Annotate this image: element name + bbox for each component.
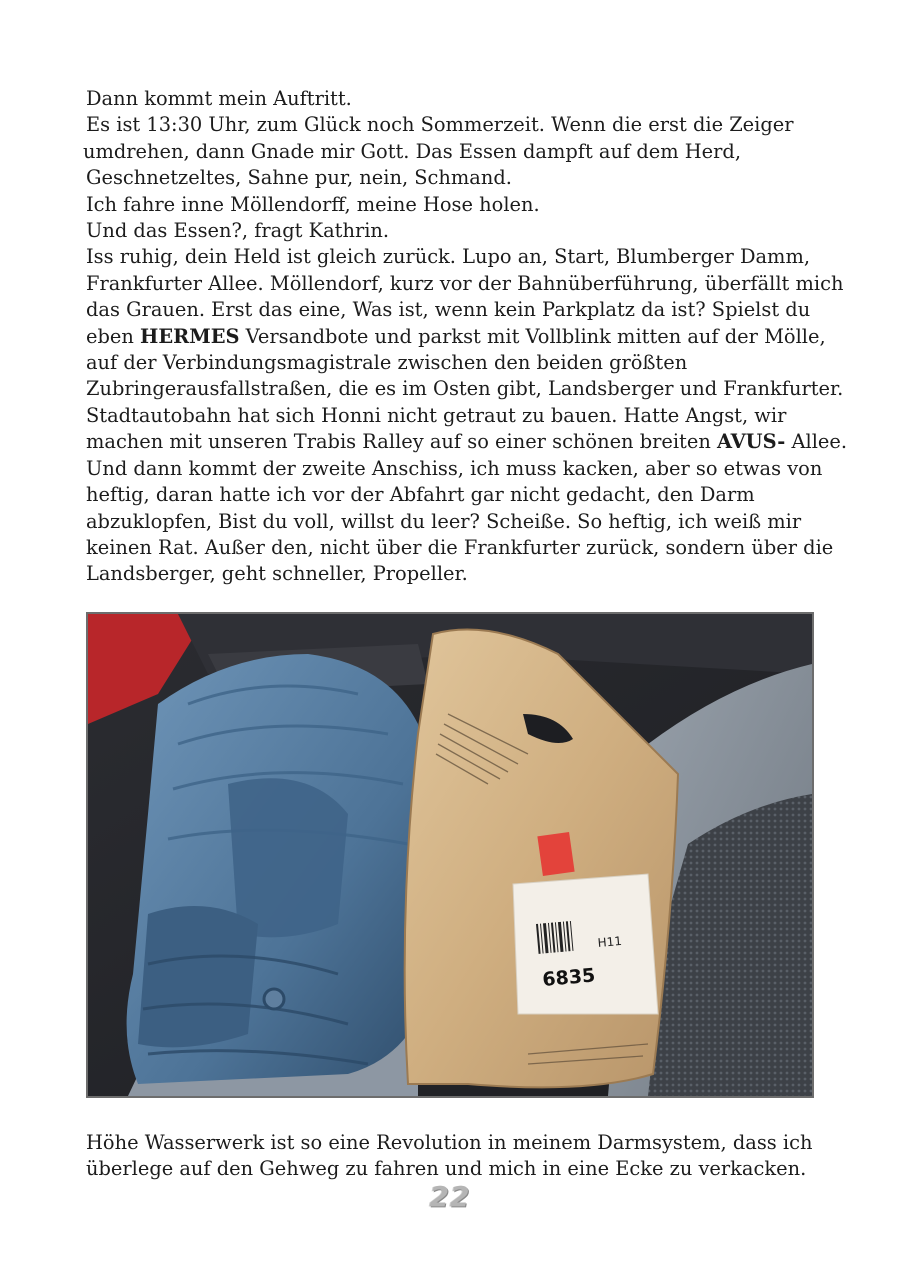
text-line: Höhe Wasserwerk ist so eine Revolution in meinem Darmsystem, dass ich <box>86 1131 813 1154</box>
photo-illustration <box>88 614 812 1096</box>
label-number: 6835 <box>541 964 597 991</box>
text-line: Geschnetzeltes, Sahne pur, nein, Schmand. <box>86 166 512 190</box>
text-line: Zubringerausfallstraßen, die es im Osten gibt, Landsberger und Frankfurter. <box>86 377 844 401</box>
bottom-text <box>86 1130 826 1183</box>
bold-term-avus: AVUS- <box>716 430 786 454</box>
text-line: heftig, daran hatte ich vor der Abfahrt gar nicht gedacht, den Darm <box>86 483 755 507</box>
bold-term-hermes: HERMES <box>140 324 240 348</box>
text-segment: machen mit unseren Trabis Ralley auf so einer schönen breiten <box>86 430 717 454</box>
text-line: Iss ruhig, dein Held ist gleich zurück. Lupo an, Start, Blumberger Damm, <box>86 245 810 269</box>
text-line: keinen Rat. Außer den, nicht über die Frankfurter zurück, sondern über die <box>86 535 834 559</box>
photo-jacket-and-parcel <box>86 612 814 1098</box>
text-line: Landsberger, geht schneller, Propeller. <box>86 562 468 586</box>
text-line: das Grauen. Erst das eine, Was ist, wenn kein Parkplatz da ist? Spielst du <box>86 298 811 322</box>
main-text <box>83 86 848 588</box>
text-segment: eben <box>86 324 141 348</box>
text-line: Frankfurter Allee. Möllendorf, kurz vor der Bahnüberführung, überfällt mich <box>86 271 844 295</box>
text-segment: Versandbote und parkst mit Vollblink mitten auf der Mölle, <box>239 324 826 348</box>
text-line <box>86 324 826 350</box>
snap-button <box>264 989 284 1009</box>
red-sticker <box>537 832 574 876</box>
text-line: Stadtautobahn hat sich Honni nicht getraut zu bauen. Hatte Angst, wir <box>86 403 787 427</box>
text-line: abzuklopfen, Bist du voll, willst du leer? Scheiße. So heftig, ich weiß mir <box>86 509 802 533</box>
label-code: H11 <box>597 933 623 950</box>
text-line: umdrehen, dann Gnade mir Gott. Das Essen dampft auf dem Herd, <box>83 139 741 163</box>
text-line: Und das Essen?, fragt Kathrin. <box>86 219 390 243</box>
shipping-label <box>513 874 658 1014</box>
text-line <box>86 429 848 455</box>
text-line: Dann kommt mein Auftritt. <box>86 87 352 110</box>
page-number: 22 <box>429 1180 471 1213</box>
text-line: überlege auf den Gehweg zu fahren und mich in eine Ecke zu verkacken. <box>86 1157 807 1181</box>
text-line: Ich fahre inne Möllendorff, meine Hose holen. <box>86 192 540 216</box>
text-line: Es ist 13:30 Uhr, zum Glück noch Sommerzeit. Wenn die erst die Zeiger <box>86 113 794 137</box>
text-line: Und dann kommt der zweite Anschiss, ich muss kacken, aber so etwas von <box>86 456 823 480</box>
text-line: auf der Verbindungsmagistrale zwischen den beiden größten <box>86 351 688 375</box>
text-segment: Allee. <box>785 430 848 454</box>
